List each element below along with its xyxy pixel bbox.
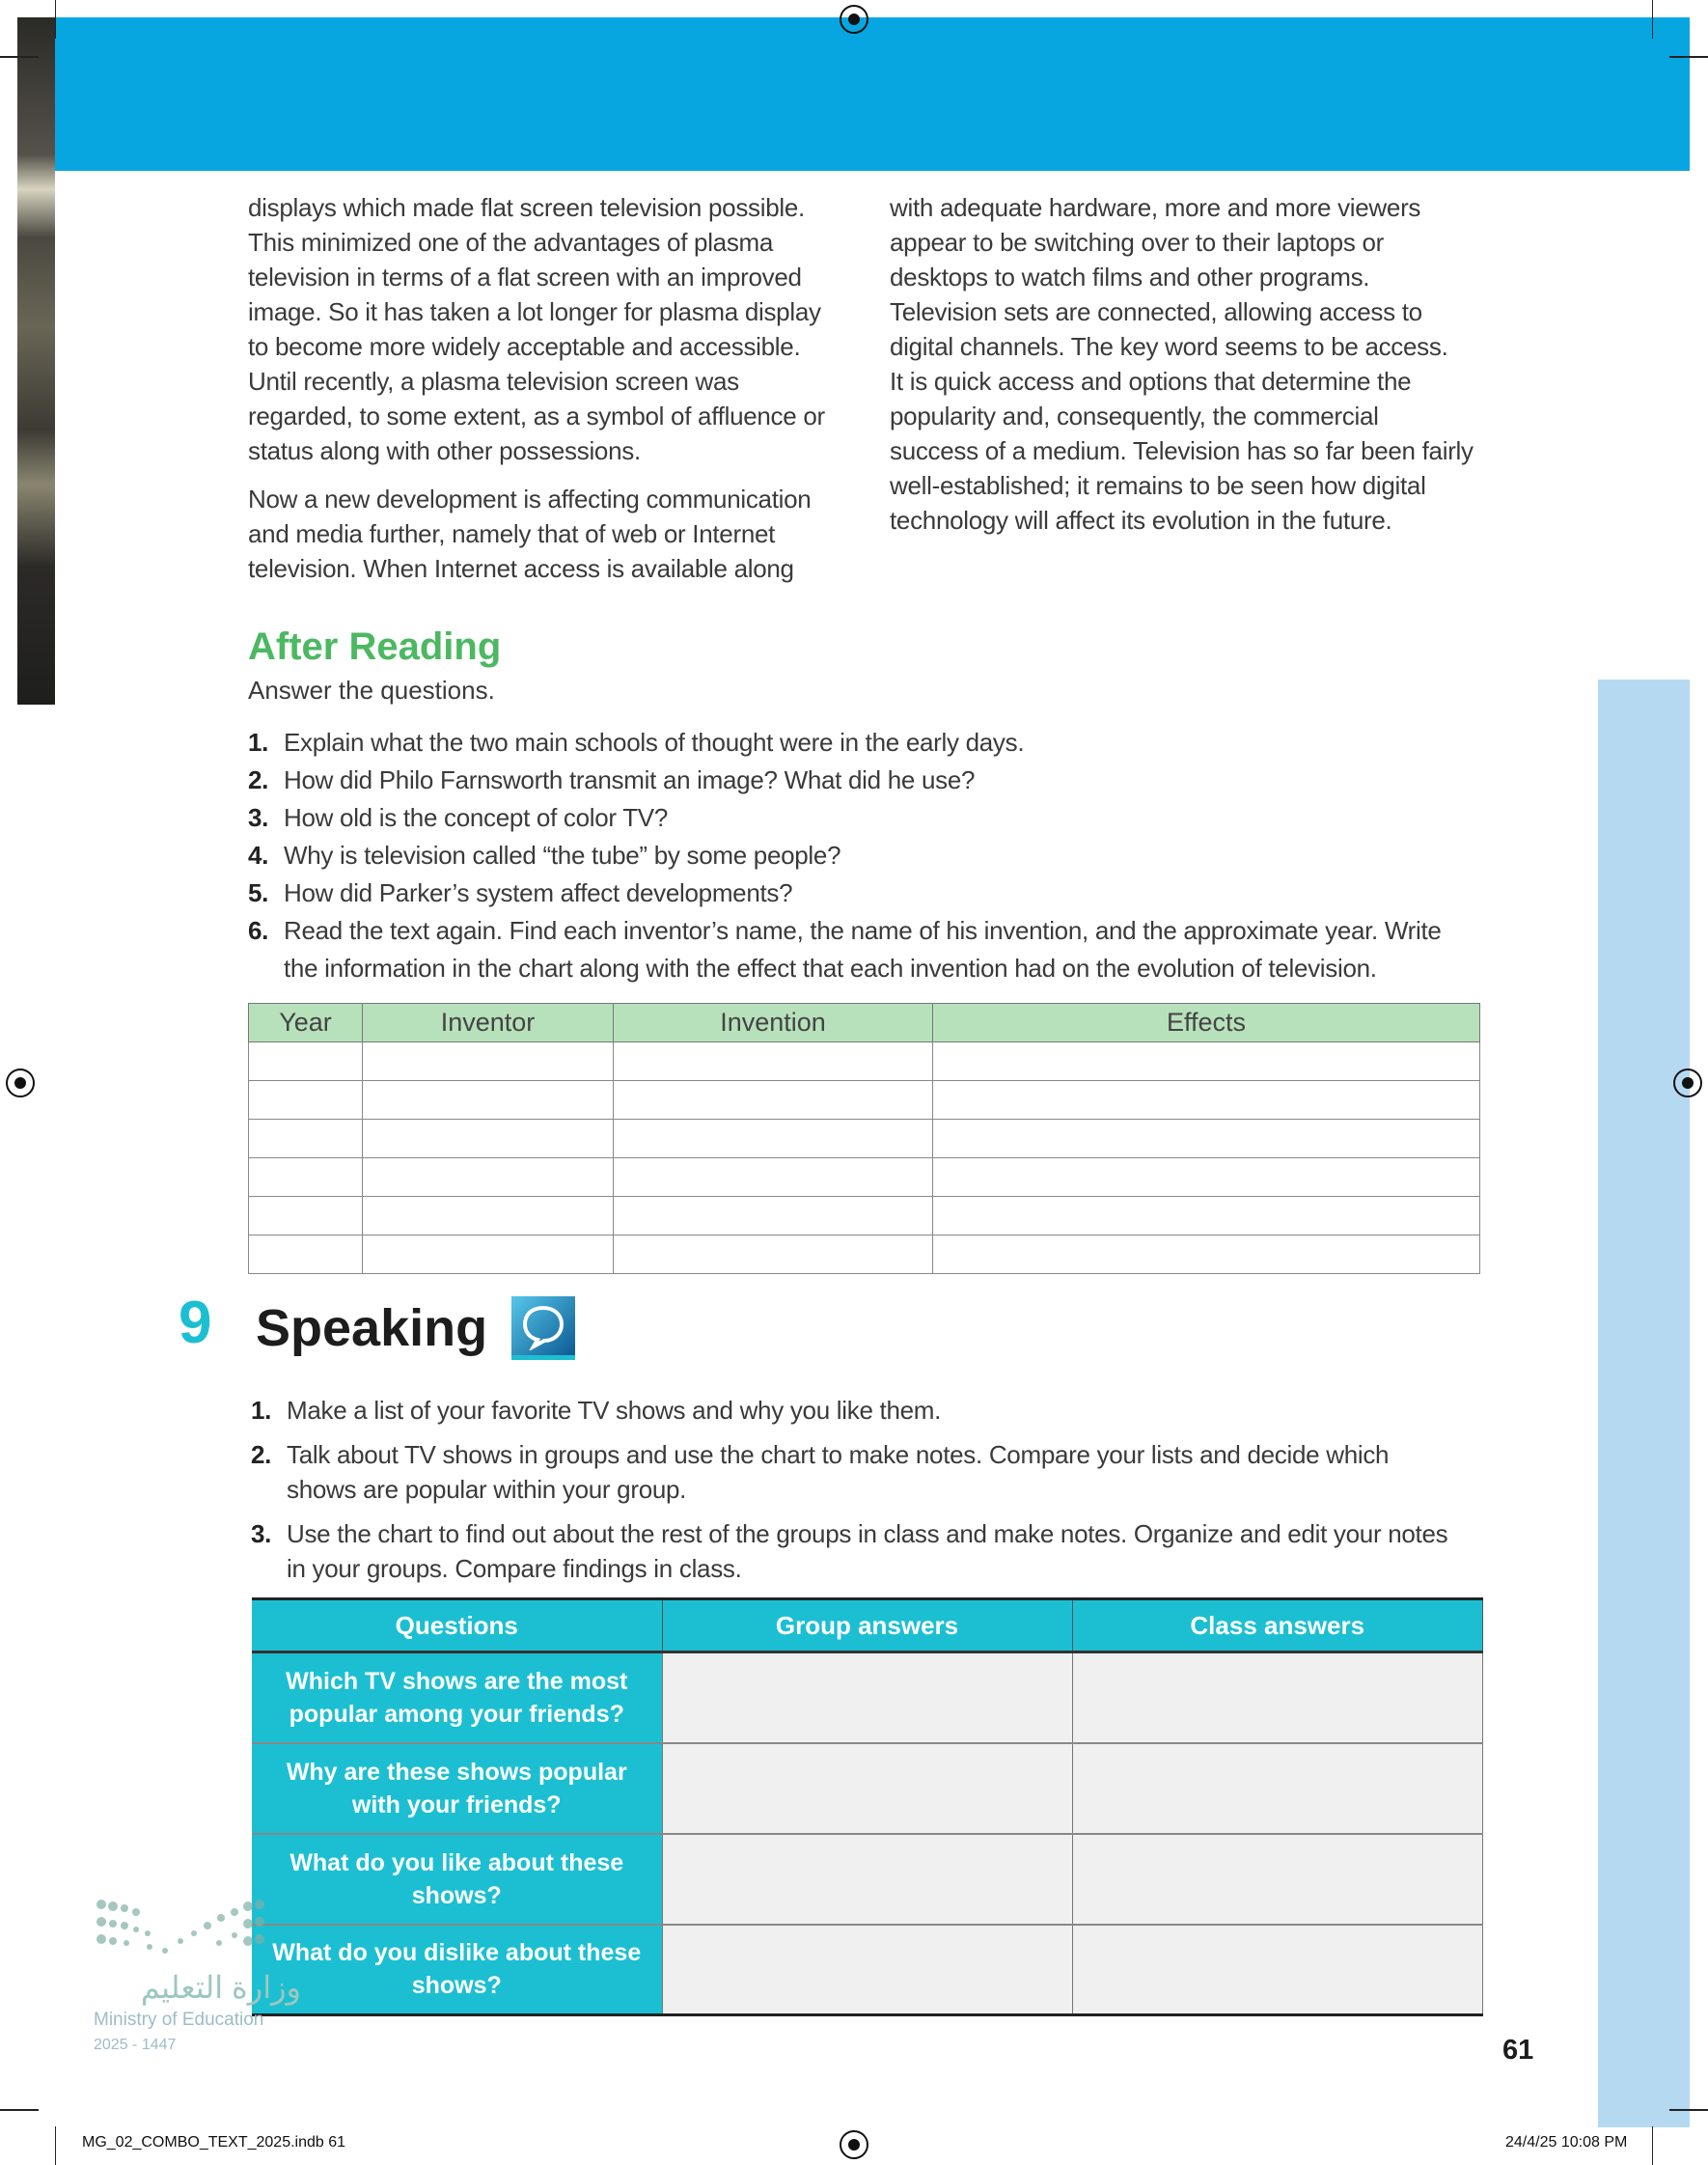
question-number: 1. xyxy=(248,728,269,757)
side-color-strip xyxy=(1598,680,1690,2127)
text-line: displays which made flat screen television possible. xyxy=(248,193,805,222)
question-item xyxy=(248,762,1442,799)
table-cell[interactable] xyxy=(933,1158,1480,1197)
text-line: regarded, to some extent, as a symbol of affluence or xyxy=(248,402,825,430)
group-answer-cell[interactable] xyxy=(662,1834,1072,1925)
table-cell[interactable] xyxy=(249,1120,363,1158)
table-row xyxy=(249,1158,1480,1197)
task-item xyxy=(251,1516,1447,1586)
question-text: Explain what the two main schools of thought were in the early days. xyxy=(284,728,1025,757)
table-cell[interactable] xyxy=(363,1235,614,1274)
table-cell[interactable] xyxy=(363,1042,614,1081)
question-list xyxy=(248,724,1442,987)
table-row xyxy=(252,1925,1483,2015)
crop-mark xyxy=(1669,56,1708,58)
question-number: 3. xyxy=(248,803,269,832)
text-line: with adequate hardware, more and more viewers xyxy=(890,193,1421,222)
question-text: Why is television called “the tube” by some people? xyxy=(284,841,841,870)
section-instruction: Answer the questions. xyxy=(248,676,495,705)
question-item xyxy=(248,837,1442,874)
column-header-year: Year xyxy=(249,1004,363,1042)
crop-mark xyxy=(55,2126,56,2165)
task-number: 1. xyxy=(251,1396,272,1425)
class-answer-cell[interactable] xyxy=(1072,1925,1483,2015)
task-text: shows are popular within your group. xyxy=(287,1475,687,1504)
group-answer-cell[interactable] xyxy=(662,1925,1072,2015)
table-row xyxy=(249,1042,1480,1081)
question-cell: Why are these shows popular with your friends? xyxy=(252,1743,662,1834)
tv-shows-chart-table xyxy=(252,1597,1483,2016)
text-line: television. When Internet access is available along xyxy=(248,554,794,583)
table-cell[interactable] xyxy=(933,1120,1480,1158)
table-row xyxy=(252,1834,1483,1925)
question-text: the information in the chart along with the effect that each invention had on the evolution of television. xyxy=(284,954,1377,983)
ministry-logo xyxy=(94,1897,306,2054)
class-answer-cell[interactable] xyxy=(1072,1743,1483,1834)
task-text: Talk about TV shows in groups and use the chart to make notes. Compare your lists and decide which xyxy=(287,1440,1390,1469)
top-banner xyxy=(55,17,1690,171)
table-cell[interactable] xyxy=(249,1042,363,1081)
question-cell: Which TV shows are the most popular among your friends? xyxy=(252,1652,662,1743)
speaking-task-list xyxy=(251,1393,1447,1586)
table-row xyxy=(252,1743,1483,1834)
table-cell[interactable] xyxy=(933,1042,1480,1081)
reading-left-column xyxy=(248,190,825,586)
task-number: 3. xyxy=(251,1519,272,1548)
question-number: 6. xyxy=(248,916,269,945)
question-text: Read the text again. Find each inventor’s name, the name of his invention, and the approximate year. Write xyxy=(284,916,1442,945)
section-heading: After Reading xyxy=(248,625,502,668)
registration-mark-icon xyxy=(840,5,868,34)
group-answer-cell[interactable] xyxy=(662,1743,1072,1834)
section-number: 9 xyxy=(179,1290,212,1356)
table-cell[interactable] xyxy=(249,1081,363,1120)
table-header-row xyxy=(249,1004,1480,1042)
crop-mark xyxy=(1652,0,1653,39)
paragraph xyxy=(248,190,825,468)
table-cell[interactable] xyxy=(249,1235,363,1274)
task-text: Make a list of your favorite TV shows and why you like them. xyxy=(287,1396,942,1425)
table-cell[interactable] xyxy=(363,1197,614,1235)
text-line: Now a new development is affecting communication xyxy=(248,485,812,513)
crop-mark xyxy=(0,56,39,58)
question-text: How did Philo Farnsworth transmit an image? What did he use? xyxy=(284,765,976,794)
question-number: 5. xyxy=(248,878,269,907)
registration-mark-icon xyxy=(840,2130,868,2159)
page-number: 61 xyxy=(1502,2035,1534,2066)
paragraph xyxy=(248,482,825,586)
text-line: appear to be switching over to their laptops or xyxy=(890,228,1384,257)
text-line: This minimized one of the advantages of plasma xyxy=(248,228,774,257)
table-cell[interactable] xyxy=(249,1158,363,1197)
table-row xyxy=(252,1652,1483,1743)
class-answer-cell[interactable] xyxy=(1072,1652,1483,1743)
text-line: desktops to watch films and other programs. xyxy=(890,263,1370,291)
footer-filename: MG_02_COMBO_TEXT_2025.indb 61 xyxy=(82,2134,346,2151)
table-cell[interactable] xyxy=(933,1081,1480,1120)
footer-date: 24/4/25 10:08 PM xyxy=(1505,2134,1628,2151)
table-cell[interactable] xyxy=(933,1197,1480,1235)
text-line: status along with other possessions. xyxy=(248,436,641,465)
table-cell[interactable] xyxy=(614,1081,933,1120)
question-cell: What do you dislike about these shows? xyxy=(252,1925,662,2015)
column-header-group-answers: Group answers xyxy=(662,1599,1072,1652)
logo-arabic-text: وزارة التعليم xyxy=(140,1970,301,2005)
question-cell: What do you like about these shows? xyxy=(252,1834,662,1925)
column-header-invention: Invention xyxy=(614,1004,933,1042)
text-line: technology will affect its evolution in the future. xyxy=(890,506,1392,535)
task-text: in your groups. Compare findings in class. xyxy=(287,1554,742,1583)
registration-mark-icon xyxy=(6,1069,35,1097)
table-cell[interactable] xyxy=(614,1197,933,1235)
text-line: Until recently, a plasma television screen was xyxy=(248,367,739,396)
reading-right-column xyxy=(890,190,1474,538)
logo-years-text: 2025 - 1447 xyxy=(94,2037,177,2053)
text-line: It is quick access and options that determine the xyxy=(890,367,1412,396)
question-item xyxy=(248,724,1442,762)
logo-dots-icon xyxy=(94,1897,306,1964)
crop-mark xyxy=(0,2109,39,2111)
text-line: television in terms of a flat screen with an improved xyxy=(248,263,802,291)
text-line: digital channels. The key word seems to be access. xyxy=(890,332,1448,361)
logo-english-text: Ministry of Education xyxy=(94,2010,264,2030)
table-cell[interactable] xyxy=(614,1158,933,1197)
text-line: and media further, namely that of web or Internet xyxy=(248,519,776,548)
question-item xyxy=(248,799,1442,837)
text-line: image. So it has taken a lot longer for plasma display xyxy=(248,297,821,326)
column-header-questions: Questions xyxy=(252,1599,662,1652)
text-line: success of a medium. Television has so far been fairly xyxy=(890,436,1474,465)
table-cell[interactable] xyxy=(614,1120,933,1158)
column-header-effects: Effects xyxy=(933,1004,1480,1042)
table-cell[interactable] xyxy=(363,1081,614,1120)
text-line: Television sets are connected, allowing access to xyxy=(890,297,1422,326)
table-row xyxy=(249,1120,1480,1158)
group-answer-cell[interactable] xyxy=(662,1652,1072,1743)
table-cell[interactable] xyxy=(363,1120,614,1158)
text-line: popularity and, consequently, the commercial xyxy=(890,402,1379,430)
task-item xyxy=(251,1393,1447,1428)
table-cell[interactable] xyxy=(363,1158,614,1197)
task-text: Use the chart to find out about the rest of the groups in class and make notes. Organize and edit your notes xyxy=(287,1519,1448,1548)
question-number: 4. xyxy=(248,841,269,870)
table-cell[interactable] xyxy=(933,1235,1480,1274)
table-cell[interactable] xyxy=(614,1235,933,1274)
crop-mark xyxy=(1652,2126,1653,2165)
question-text: How did Parker’s system affect developments? xyxy=(284,878,793,907)
column-header-inventor: Inventor xyxy=(363,1004,614,1042)
section-title: Speaking xyxy=(256,1299,488,1357)
table-row xyxy=(249,1081,1480,1120)
inventor-chart-table xyxy=(248,1003,1480,1274)
question-item xyxy=(248,912,1442,987)
class-answer-cell[interactable] xyxy=(1072,1834,1483,1925)
speech-bubble-icon xyxy=(511,1296,575,1360)
crop-mark xyxy=(1669,2109,1708,2111)
question-item xyxy=(248,874,1442,912)
table-row xyxy=(249,1235,1480,1274)
side-photo-strip xyxy=(17,17,55,705)
table-header-row xyxy=(252,1599,1483,1652)
registration-mark-icon xyxy=(1673,1069,1702,1097)
text-line: to become more widely acceptable and accessible. xyxy=(248,332,801,361)
text-line: well-established; it remains to be seen how digital xyxy=(890,471,1426,500)
question-text: How old is the concept of color TV? xyxy=(284,803,669,832)
column-header-class-answers: Class answers xyxy=(1072,1599,1483,1652)
crop-mark xyxy=(55,0,56,39)
table-row xyxy=(249,1197,1480,1235)
task-item xyxy=(251,1437,1447,1507)
task-number: 2. xyxy=(251,1440,272,1469)
table-cell[interactable] xyxy=(614,1042,933,1081)
question-number: 2. xyxy=(248,765,269,794)
table-cell[interactable] xyxy=(249,1197,363,1235)
